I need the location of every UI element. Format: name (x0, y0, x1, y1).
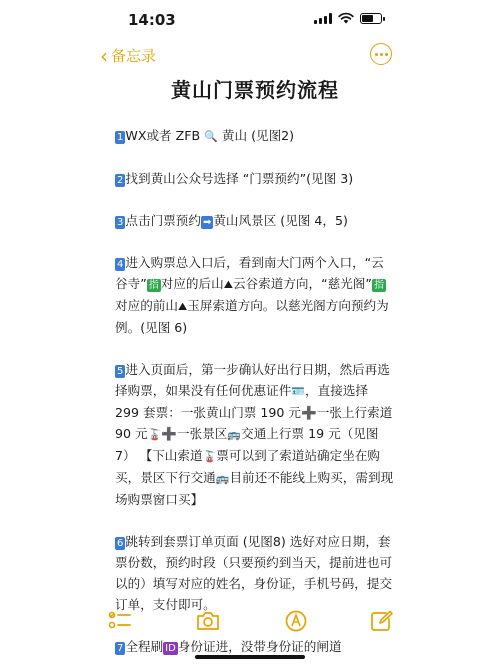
keycap-1-icon: 1 (117, 132, 124, 143)
bottom-toolbar (0, 606, 500, 640)
keycap-5-icon: 5 (117, 366, 124, 377)
compose-icon[interactable] (370, 610, 394, 632)
cable-car-icon: 🚡 (147, 428, 162, 441)
step-7: 7 全程刷 ID 身份证进，没带身份证的闸道 (117, 639, 342, 654)
more-options-button[interactable] (370, 43, 392, 65)
battery-icon (360, 13, 382, 24)
back-button[interactable] (100, 45, 156, 66)
keycap-2-icon: 2 (117, 175, 124, 186)
mountain-icon: ⛰ (223, 278, 233, 291)
chevron-left-icon: ‹ (100, 43, 108, 68)
mountain-icon: ⛰ (177, 300, 188, 313)
pointing-tag-icon: 指 (148, 280, 159, 291)
cable-car-icon: 🚡 (202, 450, 217, 463)
arrow-right-icon: ➡ (202, 217, 212, 228)
step-4: 4 进入购票总入口后，看到南大门两个入口，“云谷寺” 指 对应的后山⛰云谷索道方向，“慈光阁” 指对应的前山⛰玉屏索道方向。以慈光阁方向预约为例。(见图 6) (115, 255, 389, 335)
step-1: 1 WX或者 ZFB 🔍 黄山 (见图2) (117, 128, 295, 143)
camera-icon[interactable] (196, 610, 220, 632)
id-badge-icon: ID (165, 643, 176, 654)
step-2: 2 找到黄山公众号选择 “门票预约”(见图 3) (117, 171, 354, 186)
home-indicator (195, 655, 305, 659)
keycap-6-icon: 6 (117, 538, 124, 549)
ellipsis-circle-icon (375, 53, 378, 56)
step-5: 5 进入页面后，第一步确认好出行日期，然后再选择购票，如果没有任何优惠证件🪪，直接选择 299 套票：一张黄山门票 190 元➕一张上行索道 90 元🚡➕一张景区🚌交通上行票 19 元（见图7） 【下山索道🚡票可以到了索道站确定坐在购买，景区下行交通🚌目前还不能线上购买，需到现场购票窗口买】 (115, 362, 394, 507)
note-title: 黄山门票预约流程 (171, 78, 339, 102)
plus-icon: ➕ (161, 426, 178, 441)
status-icons (314, 12, 382, 24)
nav-bar (0, 40, 500, 74)
bus-icon: 🚌 (215, 472, 230, 485)
step-3: 3 点击门票预约 ➡ 黄山风景区 (见图 4，5) (117, 213, 348, 228)
checklist-icon[interactable] (108, 610, 132, 632)
cellular-signal-icon (314, 13, 332, 24)
note-content[interactable] (115, 74, 395, 667)
plus-icon: ➕ (301, 405, 317, 420)
keycap-7-icon: 7 (117, 643, 124, 654)
keycap-3-icon: 3 (117, 217, 124, 228)
pointing-tag-icon: 指 (373, 280, 384, 291)
wifi-icon (338, 12, 354, 24)
id-card-icon: 🪪 (291, 385, 306, 398)
status-bar (0, 0, 500, 40)
pen-circle-icon[interactable] (284, 610, 308, 632)
step-6: 6 跳转到套票订单页面 (见图8) 选好对应日期，套票份数，预约时段（只要预约到当天，提前进也可以的）填写对应的姓名，身份证，手机号码，提交订单，支付即可。 (115, 534, 393, 612)
keycap-4-icon: 4 (117, 259, 124, 270)
status-time: 14:03 (128, 11, 176, 29)
magnifier-icon: 🔍 (204, 130, 218, 143)
bus-icon: 🚌 (227, 428, 242, 441)
back-label: 备忘录 (111, 47, 157, 65)
